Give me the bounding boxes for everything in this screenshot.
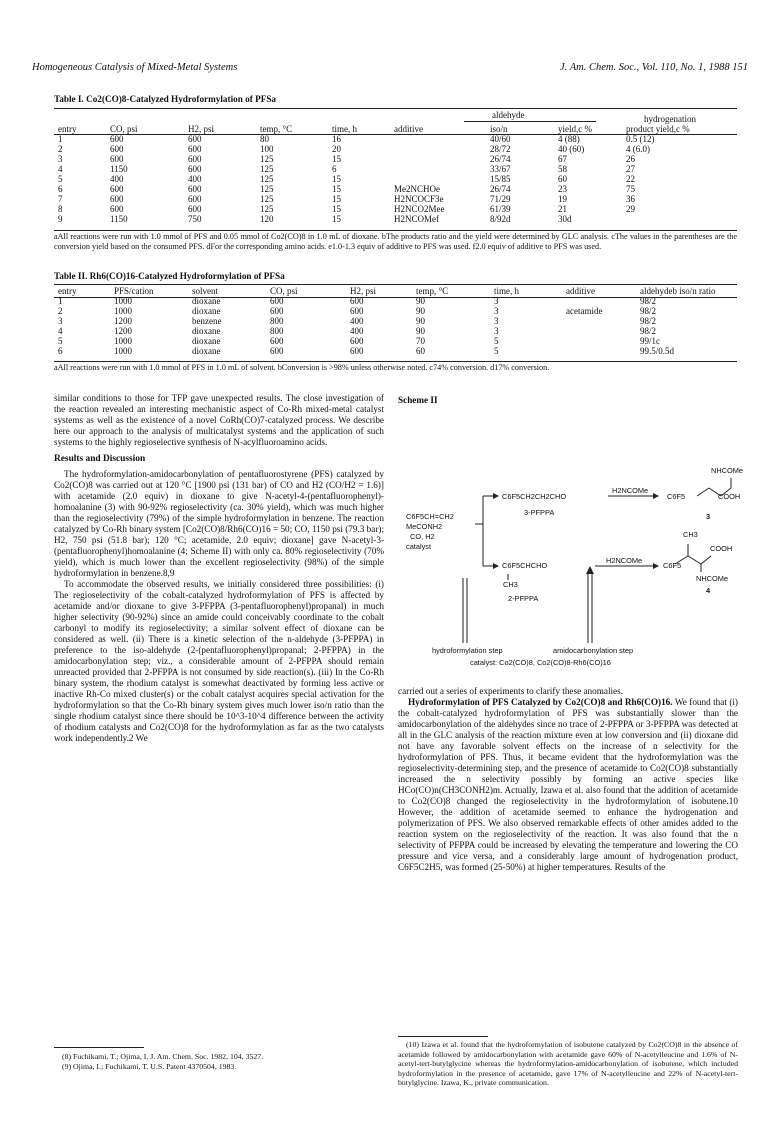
t2-cell: 1200 [114,326,132,336]
t2-cell: 3 [494,326,499,336]
scheme-product3-number: 3 [706,512,711,521]
t2-cell: 600 [350,296,364,306]
table1-bottom-rule [54,230,737,231]
t2-cell: dioxane [192,336,221,346]
scheme-title: Scheme II [398,395,438,405]
t1-cell: 19 [558,194,567,204]
t1-cell: 5 [58,174,63,184]
table1-top-rule [54,108,737,109]
t1-row [54,164,737,174]
t1-cell: 15 [332,214,341,224]
t2-cell: 2 [58,306,63,316]
t1-cell: 26 [626,154,635,164]
t1-cell: 600 [110,154,124,164]
left-column [54,393,384,744]
t2-cell: 600 [350,346,364,356]
t2-cell [562,326,636,336]
t1-cell: Me2NCHOe [394,184,440,194]
scheme-reagent-amide: MeCONH2 [406,522,443,531]
t1-cell: 750 [188,214,202,224]
t1-cell: 600 [188,154,202,164]
t1-cell: H2NCOCF3e [394,194,444,204]
t1-column-header: time, h [332,124,357,134]
t2-cell: 4 [58,326,63,336]
t2-cell: 1200 [114,316,132,326]
reference-8: (8) Fuchikami, T.; Ojima, I. J. Am. Chem. Soc. 1982, 104, 3527. [62,1052,264,1061]
table1-header-rule [54,134,737,135]
scheme-catalyst-line: catalyst: Co2(CO)8, Co2(CO)8-Rh6(CO)16 [470,658,611,667]
t1-column-header: yield,c % [558,124,592,134]
t1-cell [390,154,486,164]
scheme-arrows [395,460,740,660]
t1-row [54,204,737,214]
t1-cell: 6 [58,184,63,194]
t1-cell: 16 [332,134,341,144]
t2-cell: 90 [416,326,425,336]
t2-cell: 800 [270,326,284,336]
t1-cell: 28/72 [490,144,511,154]
t2-cell: 98/2 [640,326,657,336]
t2-column-header: time, h [494,286,519,296]
t2-cell: 1000 [114,336,132,346]
t2-cell: 3 [494,306,499,316]
t1-cell: 15 [332,154,341,164]
right-footnote-rule [398,1036,488,1037]
reference-9: (9) Ojima, I.; Fuchikami, T. U.S. Patent 4370504, 1983. [62,1061,237,1071]
t1-cell: 600 [188,204,202,214]
left-paragraph-1: similar conditions to those for TFP gave unexpected results. The close investigation of the reaction revealed an interesting mechanistic aspect of Co-Rh mixed-metal catalyst systems as well as the existence of a novel CoRh(CO)7-catalyzed process. We describe here our approach to the analysis of multicatalyst systems and the application of such systems to the highly regioselective synthesis of N-acylfluoroamino acids. [54,393,384,447]
t2-cell: dioxane [192,346,221,356]
t2-cell: 400 [350,326,364,336]
t2-cell [562,336,636,346]
t2-cell: 99.5/0.5d [640,346,675,356]
t2-cell: 800 [270,316,284,326]
t1-row [54,184,737,194]
table2-bottom-rule [54,361,737,362]
t2-cell: 3 [494,316,499,326]
t1-cell: 100 [260,144,274,154]
right-paragraph-2-body: We found that (i) the cobalt-catalyzed hydroformylation of PFS was substantially slower than the amidocarbonylation of the aldehydes since no trace of 2-PFPPA or 3-PFPPA was detected at all in the GLC analysis of the reaction mixture even at low conversion and (ii) dioxane did not have any favorable solvent effects on the increase of n selectivity for the hydroformylation of PFS. Thus, it became evident that the hydroformylation was the regioselectivity-determining step, and the presence of acetamide to Co2(CO)8 substantially increased the n selectivity possibly by forming an active species like HCo(CO)n(CH3CONH2)m. Actually, Izawa et al. also found that the addition of acetamide to Co2(CO)8 changed the regioselectivity in the hydroformylation of isobutene.10 However, the addition of acetamide seemed to enhance the hydrogenation and polymerization of PFS. We also observed remarkable effects of other amides added to the reaction system on the regioselectivity of the reaction. It was also found that the n selectivity of PFPPA could be increased by elevating the temperature and lowering the CO pressure and vice versa, and a considerably large amount of hydrogenation product, C6F5C2H5, was formed (25-50%) at higher temperatures. Results of the [398,697,738,872]
t2-row [54,346,737,356]
scheme-n-aldehyde-name: 3-PFPPA [524,508,555,517]
t2-cell: 70 [416,336,425,346]
t2-cell: 3 [58,316,63,326]
table2-top-rule [54,284,737,285]
t2-cell: acetamide [566,306,603,316]
scheme-product3-acid: COOH [718,492,741,501]
t2-cell: 3 [494,296,499,306]
t1-cell: 1150 [110,164,128,174]
left-references [54,1052,384,1071]
right-paragraph-1: carried out a series of experiments to clarify these anomalies. [398,686,624,696]
t1-cell: 23 [558,184,567,194]
table1-caption: Table I. Co2(CO)8-Catalyzed Hydroformylation of PFSa [54,94,277,104]
t1-cell: 125 [260,194,274,204]
t2-cell [562,316,636,326]
scheme-arrow-reagent-bottom: H2NCOMe [606,556,643,565]
t1-cell [622,214,737,224]
scheme-product3-aryl: C6F5 [667,492,686,501]
scheme-product3-amide: NHCOMe [711,466,744,475]
t1-cell: 4 (88) [558,134,580,144]
t1-cell: 33/67 [490,164,511,174]
t2-row [54,336,737,346]
t1-cell: 8/92d [490,214,511,224]
t2-cell: 6 [58,346,63,356]
t2-cell: 5 [494,346,499,356]
t2-cell: dioxane [192,326,221,336]
t1-row [54,144,737,154]
scheme-arrow-reagent-top: H2NCOMe [612,486,649,495]
t1-cell: 21 [558,204,567,214]
t2-cell [562,346,636,356]
t1-cell: 15 [332,194,341,204]
t1-cell: 400 [110,174,124,184]
t1-cell: 29 [626,204,635,214]
t1-cell: 3 [58,154,63,164]
t1-cell: 9 [58,214,63,224]
t1-cell: 22 [626,174,635,184]
t1-cell: 15/85 [490,174,511,184]
scheme-reagent-catalyst: catalyst [406,542,432,551]
t1-cell: 125 [260,164,274,174]
left-paragraph-2: The hydroformylation-amidocarbonylation of pentafluorostyrene (PFS) catalyzed by Co2(CO)8 was carried out at 120 °C [1900 psi (131 bar) of CO and H2 (CO/H2 = 1.6)] with acetamide (2.0 equiv) in dioxane to give N-acetyl-4-(pentafluorophenyl)-homoalanine (3) with 90-92% regioselectivity (ca. 30% yield), which was much higher than the regioselectivity (79%) of the simple hydroformylation in benzene. The reaction catalyzed by Co-Rh binary system [Co2(CO)8/Rh6(CO)16 = 50; CO, 1150 psi (79.3 bar); H2, 750 psi (51.8 bar); 120 °C; acetamide, 2.0 equiv; dioxane] gave N-acetyl-3-(pentafluorophenyl)homoalanine (4; Scheme II) with only ca. 80% regioselectivity (70% yield), which is much lower than the excellent regioselectivity (98%) of the simple hydroformylation in benzene.8,9 [54,469,384,578]
t1-cell [390,174,486,184]
table2-header-rule [54,297,737,298]
scheme-step-amidocarbonylation: amidocarbonylation step [553,646,634,655]
t1-cell: 27 [626,164,635,174]
t1-cell: 600 [110,134,124,144]
scheme-reagent-gas: CO, H2 [410,532,435,541]
t1-cell: 40/60 [490,134,511,144]
t1-cell: 0.5 (12) [626,134,655,144]
running-header-left: Homogeneous Catalysis of Mixed-Metal Systems [32,62,238,73]
table2-caption: Table II. Rh6(CO)16-Catalyzed Hydroformylation of PFSa [54,271,285,281]
t1-cell: 60 [558,174,567,184]
t1-cell: 26/74 [490,154,511,164]
t1-cell: 8 [58,204,63,214]
t1-cell: H2NCOMef [394,214,439,224]
t2-cell: 5 [494,336,499,346]
table1 [54,124,737,224]
t1-column-header: H2, psi [188,124,215,134]
t2-cell: 90 [416,306,425,316]
t1-row [54,134,737,144]
t1-row [54,174,737,184]
t1-cell: 58 [558,164,567,174]
table1-group-aldehyde: aldehyde [492,110,525,120]
t2-cell: 1000 [114,346,132,356]
t1-column-header: iso/n [490,124,508,134]
t1-row [54,194,737,204]
t2-cell: benzene [192,316,222,326]
t1-cell: 40 (60) [558,144,585,154]
t2-cell: 600 [270,306,284,316]
t1-cell: 4 (6.0) [626,144,650,154]
t2-row [54,316,737,326]
t1-cell: 600 [188,164,202,174]
t2-column-header: additive [566,286,595,296]
t2-cell: 1000 [114,306,132,316]
t1-row [54,154,737,164]
t1-cell: 30d [558,214,572,224]
table1-group-rule [464,121,596,122]
t2-cell: dioxane [192,296,221,306]
right-paragraph-2-heading: Hydroformylation of PFS Catalyzed by Co2(CO)8 and Rh6(CO)16. [408,697,673,707]
right-column [398,686,738,873]
t2-cell: 600 [350,306,364,316]
t1-cell: 600 [110,204,124,214]
t2-column-header: PFS/cation [114,286,154,296]
t1-column-header: entry [58,124,77,134]
t1-cell: 1 [58,134,63,144]
t2-column-header: CO, psi [270,286,298,296]
t1-cell: 61/39 [490,204,511,214]
t2-cell: dioxane [192,306,221,316]
t1-cell: 125 [260,204,274,214]
t1-column-header: CO, psi [110,124,138,134]
t2-cell: 90 [416,296,425,306]
scheme-product4-aryl: C6F5 [663,561,682,570]
t1-cell [390,134,486,144]
t1-column-header: additive [394,124,423,134]
t2-cell: 1000 [114,296,132,306]
t1-cell: 15 [332,174,341,184]
t1-cell: 600 [188,144,202,154]
t1-cell: 15 [332,204,341,214]
t1-cell: 400 [188,174,202,184]
t1-cell: 6 [332,164,337,174]
t1-cell: 7 [58,194,63,204]
t1-cell: 125 [260,174,274,184]
t2-cell: 90 [416,316,425,326]
scheme-n-aldehyde: C6F5CH2CH2CHO [502,492,567,501]
t1-cell: 120 [260,214,274,224]
t1-column-header: temp, °C [260,124,293,134]
t1-cell: 15 [332,184,341,194]
scheme-product4-number: 4 [706,586,711,595]
t2-column-header: temp, °C [416,286,449,296]
t1-cell: H2NCO2Mee [394,204,445,214]
right-references [398,1040,738,1088]
t1-cell: 125 [260,184,274,194]
scheme-step-hydroformylation: hydroformylation step [432,646,503,655]
table2-footnote: aAll reactions were run with 1.0 mmol of PFS in 1.0 mL of solvent. bConversion is >98% unless otherwise noted. c74% conversion. d17% conversion. [54,363,550,372]
t2-row [54,306,737,316]
t2-column-header: H2, psi [350,286,377,296]
scheme-product4-amide: NHCOMe [696,574,729,583]
t2-row [54,326,737,336]
scheme-product4-methyl: CH3 [683,530,698,539]
t2-cell: 5 [58,336,63,346]
t1-cell: 80 [260,134,269,144]
t1-cell: 67 [558,154,567,164]
t2-cell: 98/2 [640,316,657,326]
t1-cell: 2 [58,144,63,154]
table1-group-hydrogenation: hydrogenation [644,114,696,124]
t1-cell: 26/74 [490,184,511,194]
t1-cell: 600 [188,184,202,194]
scheme-reactant: C6F5CH=CH2 [406,512,454,521]
left-paragraph-3: To accommodate the observed results, we initially considered three possibilities: (i) The regioselectivity of the cobalt-catalyzed hydroformylation of PFS is affected by acetamide and/or dioxane to give 3-PFPPA (3-pentafluorophenyl)propanal) in much higher selectivity (90-92%) since an amide could conceivably coordinate to the cobalt carbonyl to modify its regioselectivity; a similar solvent effect of dioxane can be considered as well. (ii) There is a kinetic selection of the n-aldehyde (3-PFPPA) in preference to the iso-aldehyde (2-(pentafluorophenyl)propanal; 2-PFPPA) in the amidocarbonylation step; viz., a considerable amount of 2-PFPPA should remain unreacted provided that 2-PFPPA is not consumed by side reaction(s). (iii) In the Co-Rh binary system, the rhodium catalyst is somewhat deactivated by forming less active or inactive Rh-Co mixed cluster(s) or the cobalt catalyst acquires special activation for the hydroformylation so that the Co-Rh binary system gives much lower iso/n ratio than the single rhodium catalyst since there should be 10^3-10^4 difference between the activity of rhodium catalysts and Co2(CO)8 for the hydroformylation as far as the two catalysts work independently.2 We [54,579,384,743]
t2-column-header: solvent [192,286,218,296]
t1-cell: 71/29 [490,194,511,204]
t2-cell: 400 [350,316,364,326]
t2-cell: 98/2 [640,296,657,306]
section-heading: Results and Discussion [54,454,146,464]
scheme-iso-aldehyde: C6F5CHCHO [502,561,548,570]
t1-cell: 600 [110,194,124,204]
t1-cell [390,164,486,174]
right-paragraph-2 [398,697,738,873]
t1-column-header: product yield,c % [626,124,690,134]
t1-cell: 125 [260,154,274,164]
t1-cell: 1150 [110,214,128,224]
t2-cell: 600 [270,296,284,306]
t2-cell: 99/1c [640,336,660,346]
t1-cell: 20 [332,144,341,154]
t1-cell: 600 [110,144,124,154]
t2-cell: 600 [270,336,284,346]
scheme-product4-acid: COOH [710,544,733,553]
reference-10: (10) Izawa et al. found that the hydroformylation of isobutene catalyzed by Co2(CO)8 in the absence of acetamide followed by amidocarbonylation with acetamide gave 60% of N-acetylleucine and 1.6% of N-acetyl-tert-butylglycine whereas the hydroformylation-amidocarbonylation of isobutene, which included hydroformylation in the presence of acetamide, gave 17% of N-acetylleucine and 22% of N-acetyl-tert-butylglycine. Izawa, K., private communication. [398,1040,738,1087]
table1-footnote: aAll reactions were run with 1.0 mmol of PFS and 0.05 mmol of Co2(CO)8 in 1.0 mL of dioxane. bThe products ratio and the yield were determined by GLC analysis. cThe values in the parentheses are the conversion yield based on the consumed PFS. dFor the corresponding amino acids. e1.0-1.3 equiv of additive to PFS was used. f2.0 equiv of additive to PFS was used. [54,232,737,251]
t2-column-header: aldehydeb iso/n ratio [640,286,716,296]
t2-cell: 98/2 [640,306,657,316]
t1-cell: 75 [626,184,635,194]
t1-cell [390,144,486,154]
t2-column-header: entry [58,286,77,296]
scheme-iso-aldehyde-methyl: CH3 [503,580,518,589]
t2-cell: 600 [350,336,364,346]
t2-cell: 60 [416,346,425,356]
t1-cell: 4 [58,164,63,174]
t1-cell: 600 [110,184,124,194]
t2-cell: 600 [270,346,284,356]
scheme-iso-aldehyde-name: 2-PFPPA [508,594,539,603]
t1-cell: 600 [188,194,202,204]
left-footnote-rule [54,1047,144,1048]
t1-row [54,214,737,224]
t1-cell: 600 [188,134,202,144]
t1-cell: 36 [626,194,635,204]
t2-cell: 1 [58,296,63,306]
running-header-right: J. Am. Chem. Soc., Vol. 110, No. 1, 1988 151 [559,62,748,73]
